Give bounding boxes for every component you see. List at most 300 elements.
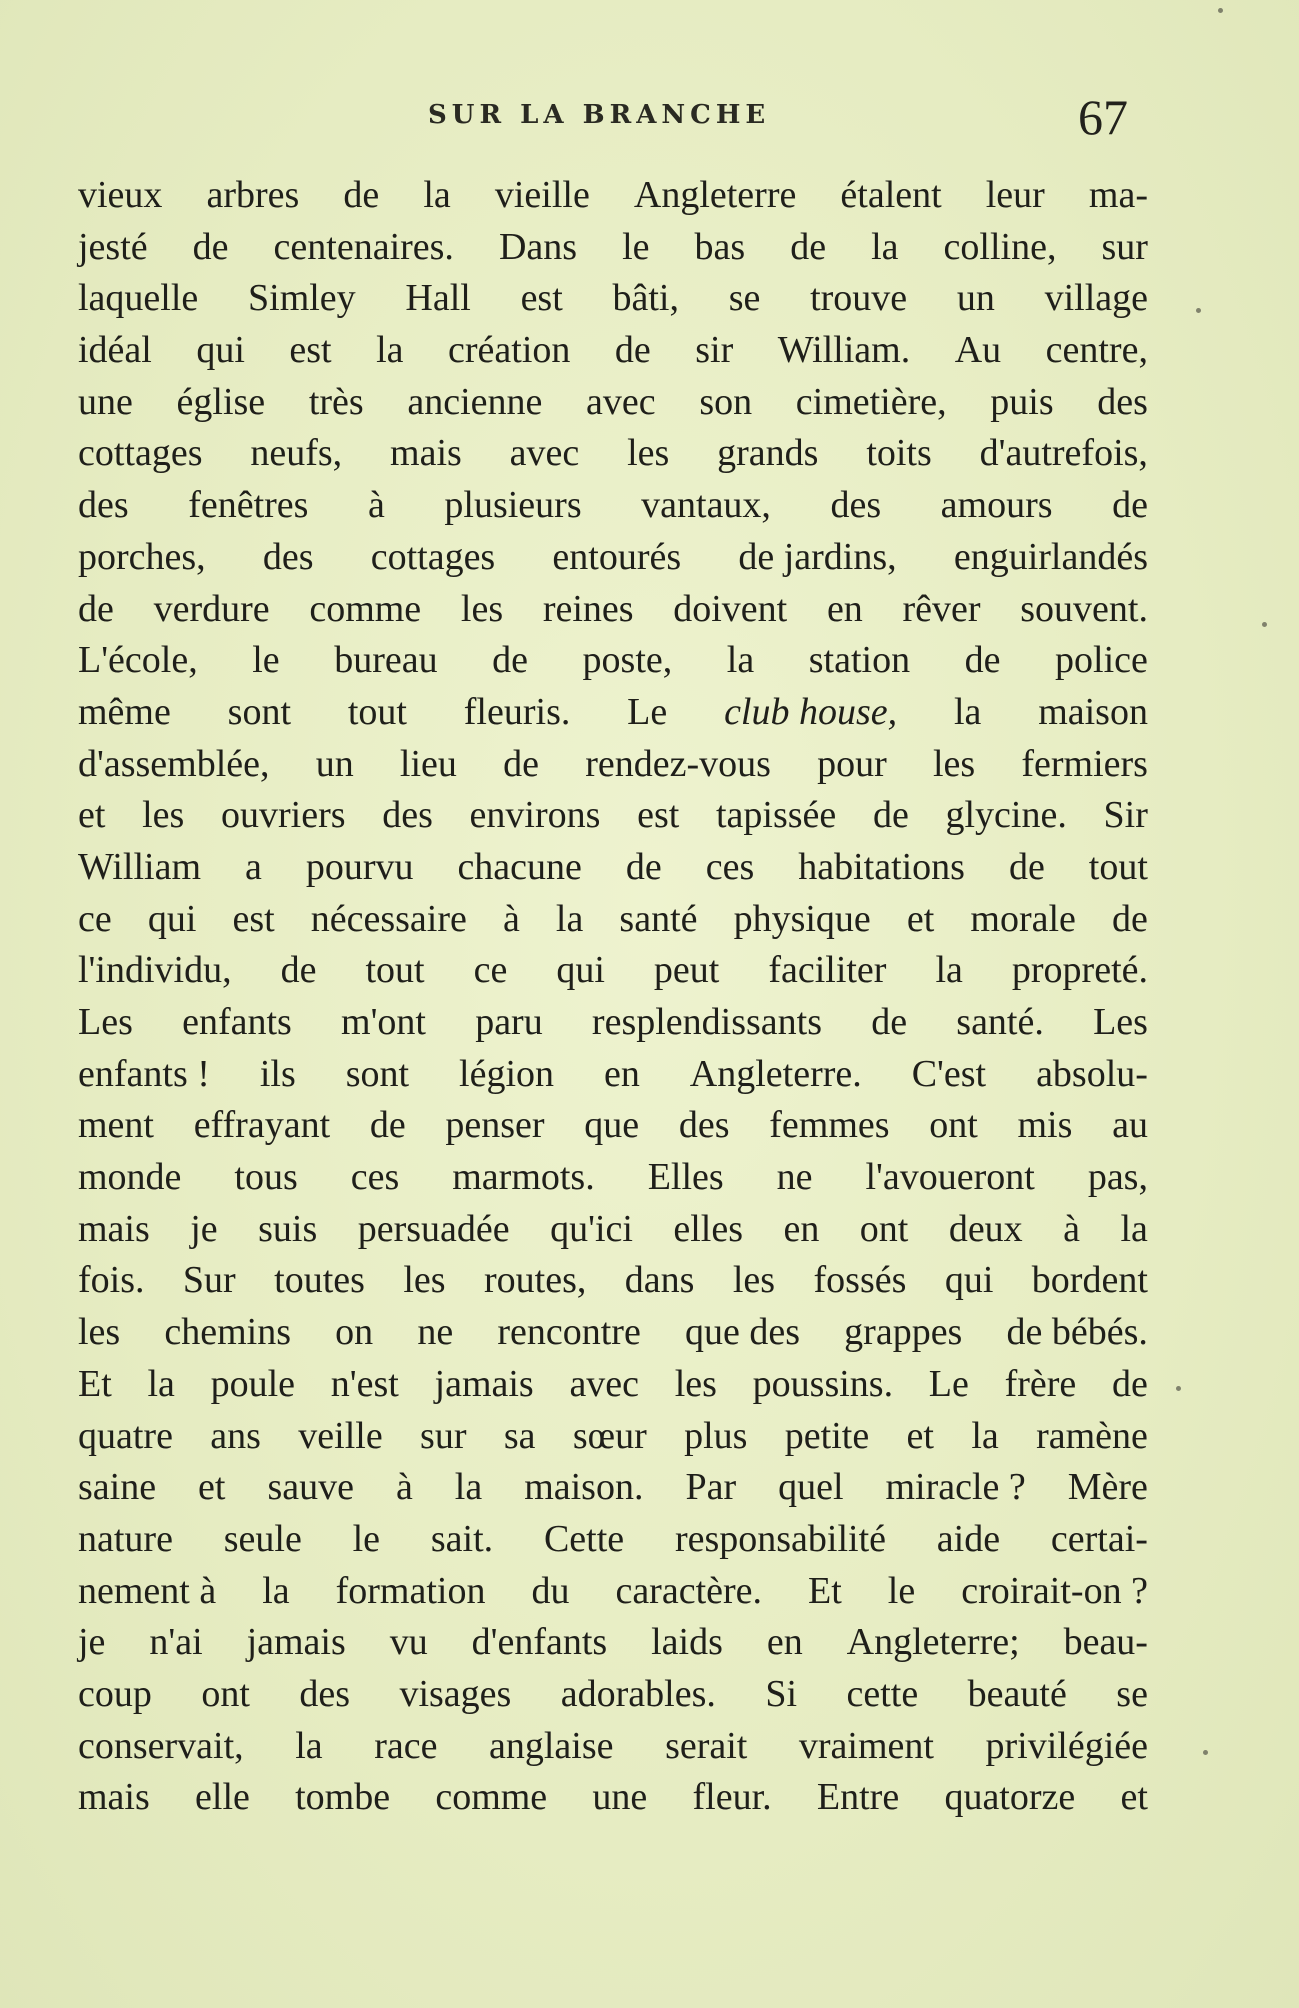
word: coup — [78, 1672, 152, 1715]
word: morale — [970, 897, 1076, 940]
word: croirait-on ? — [961, 1569, 1148, 1612]
word: le — [887, 1569, 916, 1612]
word: amours — [940, 484, 1053, 527]
word: qui — [196, 329, 245, 372]
word: saine — [78, 1466, 157, 1509]
word: pas, — [1087, 1156, 1148, 1199]
word: de — [1111, 1362, 1148, 1405]
word: paru — [475, 1001, 543, 1043]
word: de — [790, 225, 827, 268]
word: des — [830, 484, 882, 527]
word: poussins. — [752, 1362, 894, 1405]
word: de — [964, 639, 1001, 682]
word: d'assemblée, — [78, 742, 270, 785]
word: adorables. — [560, 1672, 716, 1715]
word: la — [262, 1569, 290, 1612]
word: faciliter — [768, 949, 887, 992]
word: fermiers — [1021, 742, 1148, 785]
word: laids — [651, 1621, 723, 1664]
body-text — [78, 170, 1148, 1824]
word: avec — [569, 1362, 640, 1405]
word: physique — [733, 897, 871, 940]
word: Et — [808, 1569, 842, 1612]
word: sont — [345, 1052, 410, 1095]
margin-speck — [1196, 308, 1201, 313]
word: visages — [399, 1672, 512, 1715]
word: des — [678, 1104, 730, 1147]
word: la — [871, 225, 899, 268]
word: souvent. — [1020, 587, 1148, 630]
text-line — [78, 584, 1148, 636]
word: ouvriers — [221, 794, 346, 837]
word: responsabilité — [674, 1517, 886, 1560]
word: caractère. — [615, 1569, 763, 1612]
word: plus — [684, 1414, 748, 1457]
word: Les — [78, 1001, 133, 1043]
word: poste, — [582, 639, 673, 682]
word: jesté — [78, 225, 148, 268]
word: station — [808, 639, 911, 682]
text-line — [78, 1100, 1148, 1152]
text-line — [78, 739, 1148, 791]
text-line — [78, 687, 1148, 739]
text-line — [78, 273, 1148, 325]
word: fleuris. — [463, 690, 571, 733]
text-line — [78, 325, 1148, 377]
word: de — [503, 742, 539, 785]
word: elles — [673, 1207, 744, 1250]
word: les — [932, 742, 976, 785]
text-line — [78, 532, 1148, 584]
word: à — [367, 484, 385, 527]
word: d'enfants — [471, 1621, 608, 1664]
word: les — [732, 1259, 776, 1302]
word: ne — [417, 1311, 454, 1354]
word: ancienne — [407, 380, 543, 423]
word: que — [584, 1104, 640, 1147]
word: ce — [78, 897, 112, 940]
word: rendez-vous — [585, 742, 771, 785]
word: la — [726, 639, 755, 682]
word: conservait, — [78, 1724, 244, 1767]
word: et — [906, 897, 935, 940]
text-line — [78, 1255, 1148, 1307]
word: Le — [928, 1362, 969, 1405]
word: enfants ! — [78, 1052, 210, 1095]
word: de — [1111, 897, 1148, 940]
word: certai- — [1050, 1517, 1148, 1560]
word: jamais — [246, 1621, 346, 1664]
word: petite — [784, 1414, 870, 1457]
word: veille — [298, 1414, 383, 1457]
word: au — [1112, 1104, 1148, 1147]
word: entourés — [552, 535, 682, 578]
word: les — [142, 794, 185, 837]
text-line — [78, 842, 1148, 894]
word: ans — [210, 1414, 261, 1457]
word: tout — [365, 949, 425, 992]
word: des — [78, 484, 129, 527]
word: privilégiée — [985, 1724, 1148, 1767]
word: C'est — [911, 1052, 987, 1095]
word: ont — [859, 1207, 909, 1250]
word: race — [374, 1724, 438, 1767]
word: a — [244, 845, 262, 888]
word: avec — [586, 380, 656, 423]
word: laquelle — [78, 277, 199, 320]
word: la — [971, 1414, 999, 1457]
word: le — [352, 1517, 381, 1560]
word: pourvu — [305, 845, 414, 888]
word: ce — [473, 949, 508, 992]
word: nature — [78, 1517, 173, 1560]
word: avec — [509, 432, 580, 475]
word: resplendissants — [591, 1001, 822, 1043]
word: ma- — [1088, 174, 1148, 216]
word: la — [295, 1724, 323, 1767]
word: ces — [350, 1156, 400, 1199]
word: de — [872, 794, 909, 837]
word: enguirlandés — [953, 535, 1148, 578]
word: une — [78, 380, 133, 423]
word: sir — [695, 329, 734, 372]
word: beauté — [967, 1672, 1067, 1715]
word: les — [627, 432, 670, 475]
word: des — [382, 794, 433, 837]
word: Par — [685, 1466, 737, 1509]
text-line — [78, 1462, 1148, 1514]
word: tous — [234, 1156, 298, 1199]
word: même — [78, 690, 171, 733]
word: ces — [705, 845, 755, 888]
word: formation — [335, 1569, 486, 1612]
word: rencontre — [497, 1311, 641, 1354]
word: Le — [627, 690, 668, 733]
word: tout — [347, 690, 407, 733]
word: routes, — [483, 1259, 587, 1302]
word: est — [232, 897, 275, 940]
word: sait. — [430, 1517, 494, 1560]
word: serait — [665, 1724, 748, 1767]
word: fois. — [78, 1259, 145, 1302]
word: qu'ici — [550, 1207, 633, 1250]
word: la — [953, 690, 982, 733]
word: effrayant — [193, 1104, 331, 1147]
word: quatorze — [944, 1776, 1076, 1819]
word: Cette — [543, 1517, 625, 1560]
text-line — [78, 377, 1148, 429]
word: santé — [619, 897, 698, 940]
word: les — [460, 587, 504, 630]
word: bas — [694, 225, 746, 268]
margin-speck — [1262, 622, 1267, 627]
word: de — [343, 174, 380, 216]
text-line — [78, 1152, 1148, 1204]
word: bordent — [1031, 1259, 1148, 1302]
word: plusieurs — [444, 484, 582, 527]
word: Si — [765, 1672, 798, 1715]
word: n'est — [330, 1362, 399, 1405]
word: la — [376, 329, 404, 372]
word: habitations — [798, 845, 965, 888]
word: sur — [420, 1414, 467, 1457]
word: chemins — [164, 1311, 292, 1354]
word: Simley — [248, 277, 356, 320]
word: légion — [459, 1052, 554, 1095]
word: miracle ? — [885, 1466, 1026, 1509]
word: en — [603, 1052, 640, 1095]
text-line — [78, 428, 1148, 480]
word: grands — [717, 432, 819, 475]
word: neufs, — [250, 432, 343, 475]
text-line — [78, 1514, 1148, 1566]
word: cette — [846, 1672, 919, 1715]
word: à — [1063, 1207, 1081, 1250]
word: colline, — [943, 225, 1057, 268]
word: en — [766, 1621, 803, 1664]
word: cottages — [370, 535, 496, 578]
word: Les — [1093, 1001, 1148, 1043]
word: anglaise — [489, 1724, 614, 1767]
text-line — [78, 1669, 1148, 1721]
word: ils — [259, 1052, 296, 1095]
word: d'autrefois, — [979, 432, 1148, 475]
word: frère — [1004, 1362, 1077, 1405]
word: des — [262, 535, 314, 578]
word: est — [520, 277, 563, 320]
word: étalent — [840, 174, 942, 216]
word: grappes — [844, 1311, 963, 1354]
word: Angleterre. — [689, 1052, 862, 1095]
word: le — [622, 225, 650, 268]
text-line — [78, 1204, 1148, 1256]
word: la — [454, 1466, 483, 1509]
word: deux — [948, 1207, 1023, 1250]
word: pour — [817, 742, 887, 785]
word: chacune — [457, 845, 582, 888]
word: la — [1120, 1207, 1148, 1250]
margin-speck — [1203, 1750, 1208, 1755]
word: mis — [1017, 1104, 1073, 1147]
margin-speck — [1176, 1386, 1181, 1391]
word: un — [956, 277, 995, 320]
word: de — [280, 949, 317, 992]
word: Hall — [405, 277, 471, 320]
word: bâti, — [612, 277, 679, 320]
word: trouve — [810, 277, 908, 320]
word: est — [289, 329, 332, 372]
word: de bébés. — [1006, 1311, 1148, 1354]
word: elle — [195, 1776, 250, 1819]
word: se — [728, 277, 761, 320]
word: vieux — [78, 174, 163, 216]
word: n'ai — [149, 1621, 203, 1664]
text-line — [78, 1049, 1148, 1101]
word: peut — [653, 949, 720, 992]
word: est — [637, 794, 680, 837]
word: une — [592, 1776, 648, 1819]
word: le — [252, 639, 280, 682]
page-number: 67 — [1078, 89, 1128, 145]
word: doivent — [673, 587, 788, 630]
word: je — [78, 1621, 106, 1664]
word: mais — [78, 1207, 150, 1250]
word: Sir — [1103, 794, 1148, 837]
word: l'avoueront — [865, 1156, 1035, 1199]
word: sauve — [267, 1466, 354, 1509]
word: jamais — [434, 1362, 534, 1405]
word: quel — [778, 1466, 844, 1509]
word: village — [1044, 277, 1148, 320]
word: club house, — [724, 690, 898, 733]
word: se — [1116, 1672, 1148, 1715]
word: sa — [503, 1414, 536, 1457]
word: les — [674, 1362, 717, 1405]
word: femmes — [769, 1104, 890, 1147]
word: on — [335, 1311, 374, 1354]
word: glycine. — [945, 794, 1067, 837]
word: beau- — [1063, 1621, 1148, 1664]
word: environs — [469, 794, 601, 837]
running-head — [0, 89, 1299, 145]
word: création — [448, 329, 571, 372]
word: ont — [929, 1104, 978, 1147]
word: de — [492, 639, 529, 682]
word: reines — [542, 587, 634, 630]
word: ont — [201, 1672, 250, 1715]
word: maison — [1038, 690, 1148, 733]
word: qui — [944, 1259, 994, 1302]
word: je — [190, 1207, 218, 1250]
word: centre, — [1045, 329, 1148, 372]
word: quatre — [78, 1414, 173, 1457]
word: suis — [258, 1207, 318, 1250]
running-title: SUR LA BRANCHE — [428, 100, 771, 130]
text-line — [78, 222, 1148, 274]
word: cimetière, — [795, 380, 947, 423]
word: fenêtres — [188, 484, 309, 527]
word: police — [1055, 639, 1148, 682]
word: absolu- — [1036, 1052, 1148, 1095]
word: Entre — [816, 1776, 900, 1819]
word: qui — [556, 949, 605, 992]
word: marmots. — [452, 1156, 595, 1199]
word: m'ont — [341, 1001, 426, 1043]
word: de — [1112, 484, 1148, 527]
word: Et — [78, 1362, 112, 1405]
word: à — [502, 897, 520, 940]
word: et — [1120, 1776, 1148, 1819]
word: Dans — [498, 225, 578, 268]
word: de — [614, 329, 651, 372]
word: verdure — [153, 587, 270, 630]
word: de — [625, 845, 662, 888]
word: en — [783, 1207, 820, 1250]
word: mais — [390, 432, 462, 475]
word: maison. — [524, 1466, 644, 1509]
word: ment — [78, 1104, 154, 1147]
word: cottages — [78, 432, 203, 475]
word: vu — [389, 1621, 428, 1664]
word: un — [315, 742, 354, 785]
word: que des — [684, 1311, 801, 1354]
word: la — [147, 1362, 175, 1405]
word: de — [1008, 845, 1045, 888]
word: des — [1097, 380, 1148, 423]
word: idéal — [78, 329, 152, 372]
word: église — [176, 380, 266, 423]
word: aide — [936, 1517, 1001, 1560]
word: la — [935, 949, 963, 992]
word: mais — [78, 1776, 150, 1819]
word: ne — [776, 1156, 813, 1199]
word: rêver — [902, 587, 981, 630]
word: à — [395, 1466, 413, 1509]
word: monde — [78, 1156, 182, 1199]
word: de — [192, 225, 229, 268]
word: sur — [1101, 225, 1148, 268]
word: Angleterre; — [846, 1621, 1020, 1664]
text-line — [78, 1307, 1148, 1359]
text-line — [78, 1566, 1148, 1618]
word: en — [826, 587, 863, 630]
word: porches, — [78, 535, 206, 578]
word: qui — [147, 897, 197, 940]
word: enfants — [182, 1001, 292, 1043]
text-line — [78, 1772, 1148, 1824]
word: nement à — [78, 1569, 217, 1612]
text-line — [78, 997, 1148, 1049]
text-line — [78, 790, 1148, 842]
text-line — [78, 480, 1148, 532]
word: poule — [210, 1362, 296, 1405]
word: du — [531, 1569, 570, 1612]
word: propreté. — [1011, 949, 1148, 992]
word: sœur — [572, 1414, 647, 1457]
word: comme — [435, 1776, 548, 1819]
word: Angleterre — [633, 174, 797, 216]
text-line — [78, 1617, 1148, 1669]
word: arbres — [206, 174, 300, 216]
word: sont — [227, 690, 292, 733]
word: santé. — [956, 1001, 1044, 1043]
word: vraiment — [798, 1724, 934, 1767]
word: leur — [985, 174, 1045, 216]
word: Mère — [1067, 1466, 1148, 1509]
word: et — [198, 1466, 226, 1509]
text-line — [78, 945, 1148, 997]
word: nécessaire — [310, 897, 467, 940]
word: dans — [624, 1259, 695, 1302]
word: L'école, — [78, 639, 198, 682]
word: la — [555, 897, 584, 940]
word: des — [299, 1672, 350, 1715]
word: les — [403, 1259, 446, 1302]
word: tout — [1088, 845, 1148, 888]
word: comme — [309, 587, 422, 630]
word: les — [78, 1311, 121, 1354]
word: lieu — [399, 742, 457, 785]
text-line — [78, 635, 1148, 687]
word: ramène — [1036, 1414, 1148, 1457]
text-line — [78, 1411, 1148, 1463]
word: tapissée — [715, 794, 837, 837]
word: fossés — [813, 1259, 907, 1302]
word: de — [871, 1001, 908, 1043]
word: William. — [777, 329, 911, 372]
word: son — [699, 380, 753, 423]
word: fleur. — [692, 1776, 772, 1819]
